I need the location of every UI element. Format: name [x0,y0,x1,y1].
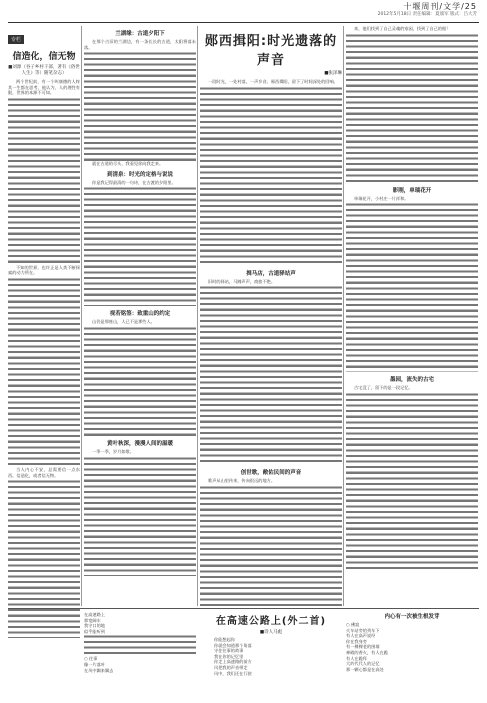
poem-line: 像一片落叶 [84,661,105,667]
paragraph: 两个世纪前，有一个叫康德的人终其一生都在思考，他认为，人的理性有限，世界的本源不可知。 [8,79,80,96]
text-block [84,186,196,306]
poem-subtitle: ○ 佛寂 [346,622,360,627]
section-heading: 黄叶秋深，漫漫人间的温暖 [106,440,173,447]
poem-line: 大约代代人的记忆 [346,661,380,667]
poem-line: 有人在高声说经 [346,633,376,639]
paragraph: 一季一季，岁月如歌。 [92,448,134,454]
text-block [8,479,80,638]
poem-author: ■诗人马彪 [259,630,283,635]
poem-right [346,612,478,696]
poem-subtitle: ○ 往事 [84,656,98,662]
poem-line: 你在我身旁 [346,638,367,644]
paragraph: 当人内心不安，总需要信一点东西。信造化，或者信无物。 [8,466,80,478]
poem-line: 有一棵棵老的围墙 [346,644,380,650]
feature-byline: ■张泽琳 [324,71,342,76]
poem-line: 我在你的记忆里 [214,653,244,659]
text-block [346,392,478,572]
poem-line: 守住往事的故事 [214,648,244,654]
paragraph: 你是我记得最清的一句诗，在古渡的夕阳里。 [92,179,176,185]
poem-line: 你走上高速路的前方 [214,659,252,665]
section-tag: 专栏 [8,35,24,44]
page-title: 十堰周刊/文学/25 [403,2,477,11]
paragraph: 就在古道的尽头，我看见你向我走来。 [92,161,164,167]
section-heading: 视若铭签：致重山的约定 [109,311,171,318]
text-block [200,285,342,465]
poem-center [200,612,342,696]
column-prose [84,26,196,606]
paragraph: 一段时光，一处村落，一声乡音。郧西揖阳，留下了时间深处的回响。 [208,79,338,84]
feature-title: 郧西揖阳:时光遗落的声音 [204,34,338,68]
header-rule [8,22,479,23]
section-heading: 到清泉：时光的定格与说说 [106,171,173,178]
text-block [84,456,196,576]
poem-line: 你就会知道那个角落 [214,642,252,648]
poem-line: 在高速路上 [84,612,105,617]
section-heading: 墨园，流失的古宅 [389,377,434,384]
poem-line: 风把我的声音带走 [214,664,248,670]
text-block [8,97,80,265]
column-feature [200,26,342,606]
essay-author: ■刘源（谷子乡村干部，著有《俗世人生》等）随笔杂志） [8,65,80,76]
column-divider [197,26,198,606]
poem-line: 火车站旁的列车下 [346,627,380,633]
poem-heading: 内心有一次被生根发芽 [384,614,440,620]
poem-line: 那宽阔车 [84,617,101,623]
text-block [200,86,342,266]
paragraph: 山仍是那座山，人已不是那些人。 [92,319,155,325]
paragraph: 来，他们找到了自己灵魂的家园，找到了自己的根！ [354,26,451,31]
text-block [346,202,478,372]
masthead [0,0,487,20]
section-heading: 揖马店，古道驿站声 [246,270,296,277]
paragraph: 旧时的驿站，马蹄声声，商旅不绝。 [208,278,276,284]
text-block [200,485,342,606]
section-heading: 创世歌，敞佑民间的声音 [240,470,302,477]
text-block [346,33,478,183]
text-block [8,277,80,467]
poem-line: 风中，我们还在行驶 [214,670,252,676]
paragraph: 歌声从山里传来，传向很远的地方。 [208,478,276,484]
section-heading: 影刚，单瑞花开 [392,187,432,194]
bottom-rule [8,608,479,609]
poem-line: 在风中飘来飘去 [84,667,114,673]
poem-title: 在高速公路上(外二首) [215,616,327,627]
essay-title: 信造化，信无物 [12,52,76,62]
column-feature-continued [346,26,478,606]
column-divider [343,26,344,606]
paragraph: 不知的世界，也许正是人类不断探索的动力所在。 [8,264,80,276]
text-block [84,51,196,161]
text-block [84,634,196,656]
paragraph: 在那个古旧的兰湖边，有一条长长的古道，太阳将落未落。 [84,39,196,50]
poem-line: 有人在跪拜 [346,655,367,661]
column-essay [8,26,80,638]
section-heading: 兰湖缘：古道夕阳下 [115,31,165,37]
issue-info: 2012年5月18日 责任编辑：夏康军 版式：吕大芳 [377,12,477,17]
poem-line: 似乎能听到 [84,628,105,634]
poem-left [84,612,196,696]
text-block [84,326,196,436]
column-divider [81,26,82,606]
poem-line: 我守口的地 [84,623,105,629]
poem-line: 你能想起你 [214,637,235,642]
paragraph: 古宅没了，留下的是一段记忆。 [354,385,413,391]
poem-line: 神殿的香火，有人在跪 [346,649,388,655]
paragraph: 单瑞花开，小村庄一片祥和。 [354,195,409,201]
poem-line: 那一颗心都是在高处 [346,666,384,672]
